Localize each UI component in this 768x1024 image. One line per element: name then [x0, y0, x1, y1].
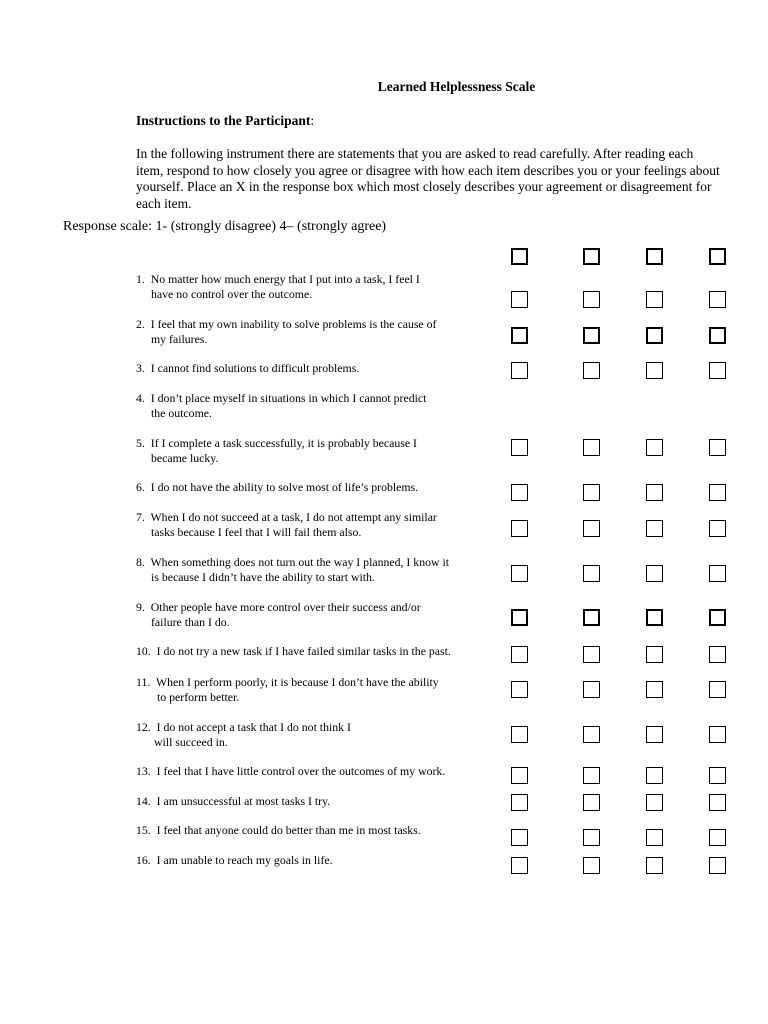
response-checkbox-row9-col2[interactable]	[583, 609, 600, 626]
item-3	[136, 361, 481, 376]
item-text: I feel that my own inability to solve problems is the cause of	[150, 317, 437, 331]
response-checkbox-row1-col2[interactable]	[583, 248, 600, 265]
response-checkbox-row10-col4[interactable]	[709, 646, 726, 663]
instructions-heading-text: Instructions to the Participant	[136, 113, 311, 128]
item-5	[136, 436, 481, 466]
document-title: Learned Helplessness Scale	[377, 79, 536, 94]
item-number: 6.	[136, 480, 145, 494]
instructions-line: each item.	[136, 195, 192, 211]
response-checkbox-row3-col2[interactable]	[583, 327, 600, 344]
response-checkbox-row4-col1[interactable]	[511, 362, 528, 379]
instructions-line: In the following instrument there are statements that you are asked to read carefully. After reading each	[136, 146, 694, 161]
response-checkbox-row16-col3[interactable]	[646, 857, 663, 874]
item-text: Other people have more control over their success and/or	[150, 600, 421, 614]
item-number: 9.	[136, 600, 145, 614]
response-checkbox-row3-col1[interactable]	[511, 327, 528, 344]
response-checkbox-row6-col1[interactable]	[511, 484, 528, 501]
item-text: When something does not turn out the way I planned, I know it	[150, 555, 450, 569]
item-number: 15.	[136, 823, 151, 837]
item-12	[136, 720, 481, 750]
response-checkbox-row5-col3[interactable]	[646, 439, 663, 456]
item-text: I do not accept a task that I do not think I	[156, 720, 351, 734]
item-number: 7.	[136, 510, 145, 524]
instructions-heading-colon: :	[310, 113, 315, 128]
item-number: 10.	[136, 644, 151, 658]
item-number: 2.	[136, 317, 145, 331]
response-checkbox-row2-col3[interactable]	[646, 291, 663, 308]
response-checkbox-row12-col4[interactable]	[709, 726, 726, 743]
instructions-paragraph	[136, 146, 736, 212]
item-text: I do not try a new task if I have failed similar tasks in the past.	[156, 644, 451, 658]
item-15	[136, 823, 481, 838]
item-16	[136, 853, 481, 868]
response-checkbox-row5-col1[interactable]	[511, 439, 528, 456]
response-checkbox-row6-col3[interactable]	[646, 484, 663, 501]
response-checkbox-row2-col2[interactable]	[583, 291, 600, 308]
item-number: 8.	[136, 555, 145, 569]
item-text: I am unsuccessful at most tasks I try.	[156, 794, 331, 808]
response-checkbox-row4-col2[interactable]	[583, 362, 600, 379]
response-checkbox-row16-col2[interactable]	[583, 857, 600, 874]
response-checkbox-row12-col2[interactable]	[583, 726, 600, 743]
item-number: 12.	[136, 720, 151, 734]
item-text-continued: failure than I do.	[151, 615, 230, 629]
response-checkbox-row11-col4[interactable]	[709, 681, 726, 698]
response-checkbox-row4-col4[interactable]	[709, 362, 726, 379]
response-checkbox-row12-col3[interactable]	[646, 726, 663, 743]
response-checkbox-row10-col3[interactable]	[646, 646, 663, 663]
item-7	[136, 510, 481, 540]
response-checkbox-row5-col2[interactable]	[583, 439, 600, 456]
response-checkbox-row14-col2[interactable]	[583, 794, 600, 811]
response-checkbox-row8-col3[interactable]	[646, 565, 663, 582]
response-checkbox-row14-col1[interactable]	[511, 794, 528, 811]
response-checkbox-row7-col3[interactable]	[646, 520, 663, 537]
item-9	[136, 600, 481, 630]
item-text: I don’t place myself in situations in which I cannot predict	[150, 391, 427, 405]
response-checkbox-row4-col3[interactable]	[646, 362, 663, 379]
instructions-heading	[136, 113, 314, 129]
item-text-continued: became lucky.	[151, 451, 219, 465]
response-checkbox-row14-col3[interactable]	[646, 794, 663, 811]
response-checkbox-row13-col1[interactable]	[511, 767, 528, 784]
response-checkbox-row15-col4[interactable]	[709, 829, 726, 846]
instructions-line: item, respond to how closely you agree or disagree with how each item describes you or your feelings about	[136, 162, 720, 178]
response-checkbox-row16-col4[interactable]	[709, 857, 726, 874]
item-4	[136, 391, 481, 421]
item-text-continued: my failures.	[151, 332, 208, 346]
item-8	[136, 555, 481, 585]
response-checkbox-row11-col3[interactable]	[646, 681, 663, 698]
response-checkbox-row1-col1[interactable]	[511, 248, 528, 265]
item-number: 11.	[136, 675, 151, 689]
item-number: 4.	[136, 391, 145, 405]
response-checkbox-row15-col2[interactable]	[583, 829, 600, 846]
item-text: I am unable to reach my goals in life.	[156, 853, 333, 867]
response-checkbox-row12-col1[interactable]	[511, 726, 528, 743]
response-checkbox-row13-col3[interactable]	[646, 767, 663, 784]
item-number: 5.	[136, 436, 145, 450]
response-checkbox-row1-col3[interactable]	[646, 248, 663, 265]
item-text: I feel that I have little control over the outcomes of my work.	[156, 764, 446, 778]
response-checkbox-row3-col3[interactable]	[646, 327, 663, 344]
response-checkbox-row9-col4[interactable]	[709, 609, 726, 626]
item-1	[136, 272, 481, 302]
item-text: When I do not succeed at a task, I do not attempt any similar	[150, 510, 437, 524]
instructions-line: yourself. Place an X in the response box which most closely describes your agreement or disagreement for	[136, 179, 712, 194]
item-10	[136, 644, 481, 659]
item-text: I do not have the ability to solve most of life’s problems.	[150, 480, 419, 494]
item-number: 1.	[136, 272, 145, 286]
item-text-continued: will succeed in.	[154, 735, 228, 749]
response-checkbox-row2-col4[interactable]	[709, 291, 726, 308]
response-checkbox-row10-col2[interactable]	[583, 646, 600, 663]
item-2	[136, 317, 481, 347]
response-checkbox-row16-col1[interactable]	[511, 857, 528, 874]
response-checkbox-row11-col2[interactable]	[583, 681, 600, 698]
item-text-continued: to perform better.	[157, 690, 240, 704]
item-number: 3.	[136, 361, 145, 375]
item-13	[136, 764, 481, 779]
item-text: If I complete a task successfully, it is probably because I	[150, 436, 417, 450]
response-checkbox-row2-col1[interactable]	[511, 291, 528, 308]
response-checkbox-row10-col1[interactable]	[511, 646, 528, 663]
item-number: 14.	[136, 794, 151, 808]
response-checkbox-row11-col1[interactable]	[511, 681, 528, 698]
response-checkbox-row13-col2[interactable]	[583, 767, 600, 784]
response-checkbox-row9-col1[interactable]	[511, 609, 528, 626]
response-checkbox-row1-col4[interactable]	[709, 248, 726, 265]
item-text-continued: the outcome.	[151, 406, 212, 420]
item-text-continued: tasks because I feel that I will fail them also.	[151, 525, 362, 539]
response-checkbox-row8-col1[interactable]	[511, 565, 528, 582]
item-number: 13.	[136, 764, 151, 778]
response-checkbox-row8-col2[interactable]	[583, 565, 600, 582]
response-checkbox-row5-col4[interactable]	[709, 439, 726, 456]
response-checkbox-row7-col1[interactable]	[511, 520, 528, 537]
item-text: I cannot find solutions to difficult problems.	[150, 361, 360, 375]
response-scale: Response scale: 1- (strongly disagree) 4– (strongly agree)	[63, 219, 387, 234]
response-checkbox-row8-col4[interactable]	[709, 565, 726, 582]
item-number: 16.	[136, 853, 151, 867]
item-6	[136, 480, 481, 495]
item-text: When I perform poorly, it is because I don’t have the ability	[156, 675, 439, 689]
item-text-continued: have no control over the outcome.	[151, 287, 313, 301]
response-checkbox-row15-col3[interactable]	[646, 829, 663, 846]
item-text: I feel that anyone could do better than me in most tasks.	[156, 823, 421, 837]
response-checkbox-row14-col4[interactable]	[709, 794, 726, 811]
item-text-continued: is because I didn’t have the ability to start with.	[151, 570, 375, 584]
response-checkbox-row13-col4[interactable]	[709, 767, 726, 784]
response-checkbox-row3-col4[interactable]	[709, 327, 726, 344]
item-14	[136, 794, 481, 809]
response-checkbox-row9-col3[interactable]	[646, 609, 663, 626]
response-checkbox-row15-col1[interactable]	[511, 829, 528, 846]
item-text: No matter how much energy that I put into a task, I feel I	[150, 272, 420, 286]
response-checkbox-row7-col4[interactable]	[709, 520, 726, 537]
response-checkbox-row7-col2[interactable]	[583, 520, 600, 537]
response-checkbox-row6-col4[interactable]	[709, 484, 726, 501]
item-11	[136, 675, 481, 705]
response-checkbox-row6-col2[interactable]	[583, 484, 600, 501]
